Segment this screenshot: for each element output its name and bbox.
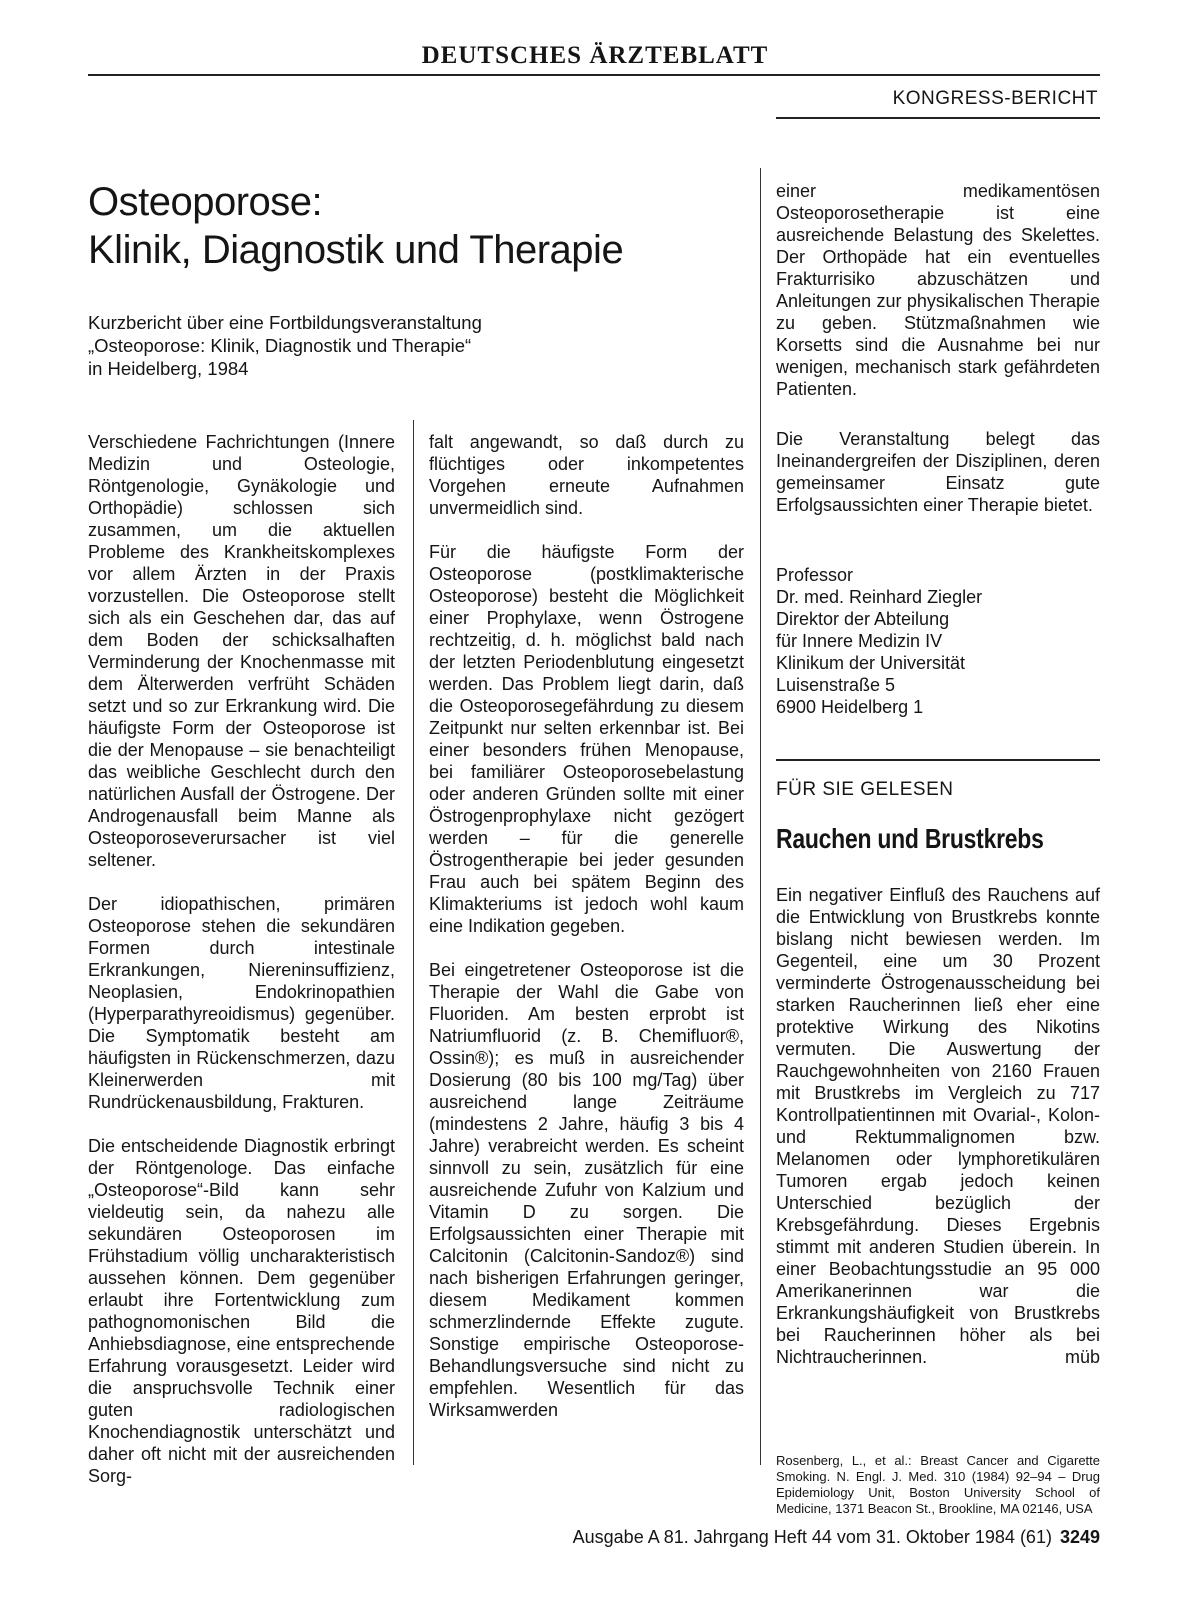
- masthead-rule: [88, 74, 1100, 76]
- gelesen-headline: Rauchen und Brustkrebs: [776, 823, 1044, 854]
- article-title: [88, 178, 728, 274]
- footer-issue: Ausgabe A 81. Jahrgang Heft 44 vom 31. Oktober 1984 (61): [572, 1527, 1052, 1547]
- gelesen-body: [776, 884, 1100, 1368]
- page-number: 3249: [1059, 1527, 1100, 1547]
- column-3-conclusion: [776, 428, 1100, 516]
- col1-paragraph-3: Die entscheidende Diagnostik erbringt der Röntgenologe. Das einfache „Osteoporose“-Bild kann sehr vieldeutig sein, da nahezu alle sekundären Osteoporosen im Frühstadium völlig uncharakteristisch aussehen können. Dem gegenüber erlaubt ihre Fortentwicklung zum pathognomonischen Bild die Anhiebsdiagnose, eine entsprechende Erfahrung vorausgesetzt. Leider wird die anspruchsvolle Technik einer guten radiologischen Knochendiagnostik unterschätzt und daher oft nicht mit der ausreichenden Sorg-: [88, 1136, 395, 1486]
- col2-paragraph-2: Für die häufigste Form der Osteoporose (postklimakterische Osteoporose) besteht die Möglichkeit einer Prophylaxe, wenn Östrogene rechtzeitig, d. h. möglichst bald nach der letzten Periodenblutung eingesetzt werden. Das Problem liegt darin, daß die Osteoporosegefährdung zu diesem Zeitpunkt nur selten erkennbar ist. Bei einer besonders frühen Menopause, bei familiärer Osteoporosebelastung oder anderen Gründen sollte mit einer Östrogenprophylaxe nicht gezögert werden – für die generelle Östrogentherapie bei jeder gesunden Frau auch bei spätem Beginn des Klimakteriums ist jedoch wohl kaum eine Indikation gegeben.: [429, 542, 744, 936]
- subtitle-line-1: Kurzbericht über eine Fortbildungsveranstaltung: [88, 312, 482, 333]
- gelesen-signature: müb: [1064, 1347, 1100, 1367]
- address-line: für Innere Medizin IV: [776, 631, 943, 651]
- col2-paragraph-1: falt angewandt, so daß durch zu flüchtiges oder inkompetentes Vorgehen erneute Aufnahmen unvermeidlich sind.: [429, 432, 744, 518]
- col1-paragraph-1: Verschiedene Fachrichtungen (Innere Medizin und Osteologie, Röntgenologie, Gynäkologie und Orthopädie) schlossen sich zusammen, um die aktuellen Probleme des Krankheitskomplexes vor allem Ärzten in der Praxis vorzustellen. Die Osteoporose stellt sich als ein Geschehen dar, das auf dem Boden der schicksalhaften Verminderung der Knochenmasse mit dem Älterwerden verfrüht Schäden setzt und so zur Erkrankung wird. Die häufigste Form der Osteoporose ist die der Menopause – sie benachteiligt das weibliche Geschlecht durch den natürlichen Ausfall der Östrogene. Der Androgenausfall beim Manne als Osteoporoseverursacher ist viel seltener.: [88, 432, 395, 870]
- subtitle-line-2: „Osteoporose: Klinik, Diagnostik und Therapie“: [88, 335, 472, 356]
- gelesen-rule: [776, 759, 1100, 761]
- section-rule: [776, 117, 1100, 119]
- column-2: [429, 431, 744, 1421]
- section-label: KONGRESS-BERICHT: [892, 88, 1098, 109]
- col3-paragraph-2: Die Veranstaltung belegt das Ineinandergreifen der Disziplinen, deren gemeinsamer Einsatz gute Erfolgsaussichten einer Therapie bietet.: [776, 429, 1100, 515]
- gelesen-reference: Rosenberg, L., et al.: Breast Cancer and Cigarette Smoking. N. Engl. J. Med. 310 (1984) 92–94 – Drug Epidemiology Unit, Boston University School of Medicine, 1371 Beacon St., Brookline, MA 02146, USA: [776, 1453, 1100, 1516]
- title-line-2: Klinik, Diagnostik und Therapie: [88, 228, 624, 272]
- article-subtitle: [88, 311, 728, 380]
- address-line: Klinikum der Universität: [776, 653, 966, 673]
- gelesen-label: FÜR SIE GELESEN: [776, 779, 954, 800]
- col2-paragraph-3: Bei eingetretener Osteoporose ist die Therapie der Wahl die Gabe von Fluoriden. Am besten erprobt ist Natriumfluorid (z. B. Chemifluor®, Ossin®); es muß in ausreichender Dosierung (80 bis 100 mg/Tag) über ausreichend lange Zeiträume (mindestens 2 Jahre, häufig 3 bis 4 Jahre) verabreicht werden. Es scheint sinnvoll zu sein, zusätzlich für eine ausreichende Zufuhr von Kalzium und Vitamin D zu sorgen. Die Erfolgsaussichten einer Therapie mit Calcitonin (Calcitonin-Sandoz®) sind nach bisherigen Erfahrungen geringer, diesem Medikament kommen schmerzlindernde Effekte zugute. Sonstige empirische Osteoporose-Behandlungsversuche sind nicht zu empfehlen. Wesentlich für das Wirksamwerden: [429, 960, 744, 1420]
- column-3-top: [776, 180, 1100, 400]
- column-divider-2: [760, 168, 761, 1465]
- col1-paragraph-2: Der idiopathischen, primären Osteoporose stehen die sekundären Formen durch intestinale Erkrankungen, Niereninsuffizienz, Neoplasien, Endokrinopathien (Hyperparathyreoidismus) gegenüber. Die Symptomatik besteht am häufigsten in Rückenschmerzen, dazu Kleinerwerden mit Rundrückenausbildung, Frakturen.: [88, 894, 395, 1112]
- address-line: Direktor der Abteilung: [776, 609, 950, 629]
- address-line: Luisenstraße 5: [776, 675, 896, 695]
- subtitle-line-3: in Heidelberg, 1984: [88, 358, 249, 379]
- address-line: Dr. med. Reinhard Ziegler: [776, 587, 983, 607]
- col3-paragraph-1: einer medikamentösen Osteoporosetherapie ist eine ausreichende Belastung des Skelettes. Der Orthopäde hat ein eventuelles Frakturrisiko abzuschätzen und Anleitungen zur physikalischen Therapie zu geben. Stützmaßnahmen wie Korsetts sind die Ausnahme bei nur wenigen, mechanisch stark gefährdeten Patienten.: [776, 181, 1100, 399]
- column-divider-1: [413, 420, 414, 1465]
- title-line-1: Osteoporose:: [88, 180, 323, 224]
- address-line: 6900 Heidelberg 1: [776, 697, 924, 717]
- masthead: DEUTSCHES ÄRZTEBLATT: [421, 42, 769, 69]
- gelesen-text: Ein negativer Einfluß des Rauchens auf die Entwicklung von Brustkrebs konnte bislang nicht bewiesen werden. Im Gegenteil, eine um 30 Prozent verminderte Östrogenausscheidung bei starken Raucherinnen ließ eher eine protektive Wirkung des Nikotins vermuten. Die Auswertung der Rauchgewohnheiten von 2160 Frauen mit Brustkrebs im Vergleich zu 717 Kontrollpatientinnen mit Ovarial-, Kolon- und Rektummalignomen bzw. Melanomen oder lymphoretikulären Tumoren ergab jedoch keinen Unterschied bezüglich der Krebsgefährdung. Dieses Ergebnis stimmt mit anderen Studien überein. In einer Beobachtungsstudie an 95 000 Amerikanerinnen war die Erkrankungshäufigkeit von Brustkrebs bei Raucherinnen höher als bei Nichtraucherinnen.: [776, 885, 1100, 1367]
- gelesen-paragraph: [776, 884, 1100, 1368]
- column-1: [88, 431, 395, 1487]
- page-footer: [470, 1527, 1100, 1548]
- author-address: [776, 564, 1100, 718]
- address-line: Professor: [776, 565, 854, 585]
